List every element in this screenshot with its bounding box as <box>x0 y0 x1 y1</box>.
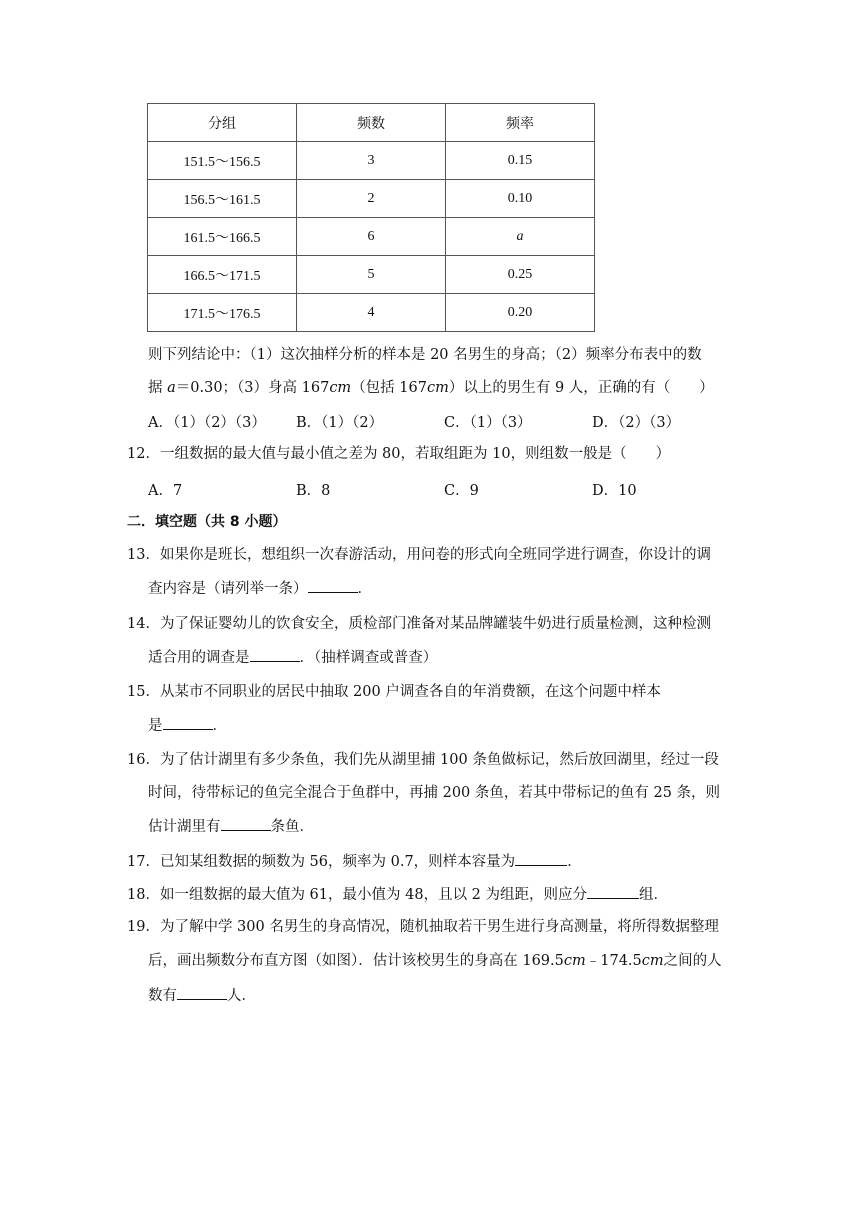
answer-blank <box>515 851 567 866</box>
q16-line3a: 估计湖里有 <box>148 819 221 835</box>
q11-option-b: B．（1）（2） <box>296 415 384 431</box>
q17-b: ． <box>567 854 582 870</box>
q11-option-a: A．（1）（2）（3） <box>148 415 266 431</box>
q13-line2 <box>148 578 372 599</box>
table-cell: 161.5～166.5 <box>148 218 297 256</box>
answer-blank <box>587 884 639 899</box>
answer-blank <box>308 578 358 593</box>
q14-line1: 14．为了保证婴幼儿的饮食安全，质检部门准备对某品牌罐装牛奶进行质量检测，这种检测 <box>127 616 711 632</box>
section-heading: 二．填空题（共 8 小题） <box>127 514 287 530</box>
table-cell: a <box>446 218 595 256</box>
table-cell: 0.10 <box>446 180 595 218</box>
q11-line2 <box>148 378 714 398</box>
q11-unit2: cm <box>426 380 449 396</box>
q11-line2a: 据 <box>148 380 168 396</box>
table-cell: 3 <box>297 142 446 180</box>
q19-line1: 19．为了解中学 300 名男生的身高情况，随机抽取若干男生进行身高测量，将所得数据整理 <box>127 919 719 935</box>
table-cell: 0.20 <box>446 294 595 332</box>
q19-line3b: 人． <box>227 988 256 1004</box>
q11-line2b: ＝0.30；（3）身高 167 <box>175 380 330 396</box>
q11-var-a: a <box>167 380 176 396</box>
q16-line3b: 条鱼． <box>270 819 314 835</box>
q17-a: 17．已知某组数据的频数为 56，频率为 0.7，则样本容量为 <box>127 854 516 870</box>
q12-text: 12．一组数据的最大值与最小值之差为 80，若取组距为 10，则组数一般是（ ） <box>127 446 671 462</box>
answer-blank <box>250 647 300 662</box>
q19-line2b: ﹣174.5 <box>585 953 642 969</box>
q12-option-b: B．8 <box>296 483 331 499</box>
q12-option-a: A．7 <box>148 483 183 499</box>
table-cell: 0.25 <box>446 256 595 294</box>
table-cell: 5 <box>297 256 446 294</box>
q12-option-c: C．9 <box>444 483 479 499</box>
q14-line2 <box>148 647 437 668</box>
q13-line2a: 查内容是（请列举一条） <box>148 581 308 597</box>
table-cell: 156.5～161.5 <box>148 180 297 218</box>
q16-line2: 时间，待带标记的鱼完全混合于鱼群中，再捕 200 条鱼，若其中带标记的鱼有 25 条，则 <box>148 785 721 801</box>
table-cell: 6 <box>297 218 446 256</box>
q17-line <box>127 851 582 872</box>
table-cell: 0.15 <box>446 142 595 180</box>
q16-line1: 16．为了估计湖里有多少条鱼，我们先从湖里捕 100 条鱼做标记，然后放回湖里，经过一段 <box>127 752 719 768</box>
table-header-cell: 分组 <box>148 104 297 142</box>
answer-blank <box>221 816 271 831</box>
table-row <box>148 218 595 256</box>
q18-line <box>127 884 668 905</box>
table-row <box>148 256 595 294</box>
q16-line3 <box>148 816 314 837</box>
table-cell: 151.5～156.5 <box>148 142 297 180</box>
q11-option-c: C．（1）（3） <box>444 415 532 431</box>
table-header-cell: 频率 <box>446 104 595 142</box>
q19-line2a: 后，画出频数分布直方图（如图）．估计该校男生的身高在 169.5 <box>148 953 564 969</box>
q19-line3 <box>148 985 256 1006</box>
q18-b: 组． <box>639 887 669 903</box>
table-row <box>148 294 595 332</box>
q11-line2c: （包括 167 <box>351 380 427 396</box>
q13-line1: 13．如果你是班长，想组织一次春游活动，用问卷的形式向全班同学进行调查，你设计的调 <box>127 547 711 563</box>
q19-unit2: cm <box>641 953 664 969</box>
table-row <box>148 142 595 180</box>
q11-line1: 则下列结论中：（1）这次抽样分析的样本是 20 名男生的身高；（2）频率分布表中的数 <box>148 347 702 363</box>
q14-line2a: 适合用的调查是 <box>148 650 250 666</box>
table-cell: 4 <box>297 294 446 332</box>
q19-line2 <box>148 951 722 971</box>
answer-blank <box>163 715 213 730</box>
q11-line2d: ）以上的男生有 9 人，正确的有（ ） <box>448 380 714 396</box>
q15-line2 <box>148 715 227 736</box>
q11-option-d: D．（2）（3） <box>592 415 681 431</box>
table-cell: 171.5～176.5 <box>148 294 297 332</box>
table-header-row <box>148 104 595 142</box>
q11-unit1: cm <box>329 380 352 396</box>
q19-line2c: 之间的人 <box>663 953 722 969</box>
frequency-table <box>147 103 595 332</box>
table-cell: 166.5～171.5 <box>148 256 297 294</box>
q12-option-d: D．10 <box>592 483 637 499</box>
answer-blank <box>177 985 227 1000</box>
q19-unit1: cm <box>563 953 586 969</box>
q14-line2b: ．（抽样调查或普查） <box>299 650 438 666</box>
table-row <box>148 180 595 218</box>
q15-line2b: ． <box>212 718 227 734</box>
q15-line2a: 是 <box>148 718 163 734</box>
q13-line2b: ． <box>357 581 372 597</box>
table-header-cell: 频数 <box>297 104 446 142</box>
q18-a: 18．如一组数据的最大值为 61，最小值为 48，且以 2 为组距，则应分 <box>127 887 588 903</box>
table-cell: 2 <box>297 180 446 218</box>
q19-line3a: 数有 <box>148 988 177 1004</box>
q15-line1: 15．从某市不同职业的居民中抽取 200 户调查各自的年消费额，在这个问题中样本 <box>127 684 661 700</box>
